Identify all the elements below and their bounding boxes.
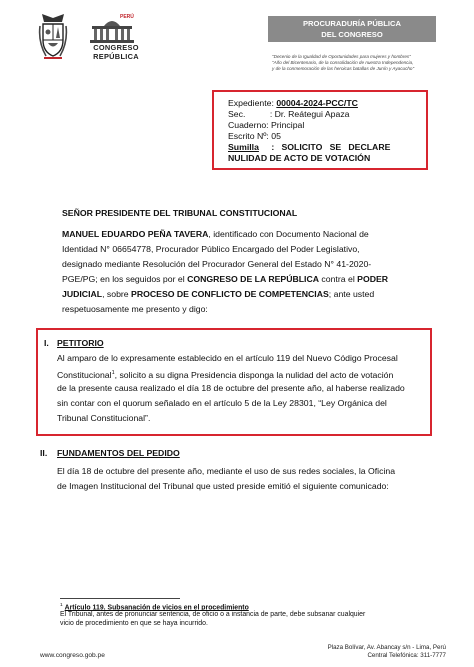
expediente-value: 00004-2024-PCC/TC (276, 98, 358, 108)
sec-value: : Dr. Reátegui Apaza (269, 109, 350, 119)
intro-4b: CONGRESO DE LA REPÚBLICA (187, 274, 320, 284)
footnote-line1: El Tribunal, antes de pronunciar sentencia, de oficio o a instancia de parte, debe subsanar cualquier (60, 611, 366, 618)
intro-4c: contra el (319, 274, 358, 284)
intro-line2: Identidad N° 06654778, Procurador Público Encargado del Poder Legislativo, (62, 244, 360, 254)
petitorio-line2 (57, 368, 393, 381)
congress-name-line2: REPÚBLICA (93, 51, 139, 61)
footnote-line2: vicio de procedimiento en que se haya incurrido. (60, 620, 208, 627)
fundamentos-line2: de Imagen Institucional del Tribunal que usted preside emitió el siguiente comunicado: (57, 481, 389, 491)
sumilla-value-2: NULIDAD DE ACTO DE VOTACIÓN (228, 153, 371, 163)
peru-tag: PERÚ (120, 14, 134, 20)
intro-line6: respetuosamente me presento y digo: (62, 304, 208, 314)
intro-5d: ; ante usted (328, 289, 375, 299)
cuaderno-line: Cuaderno: Principal (228, 120, 305, 130)
petitorio-numeral: I. (44, 338, 49, 348)
footnote-rule (60, 598, 180, 599)
petitorio-2a: Constitucional (57, 369, 112, 380)
footnote-number: 1 (60, 603, 63, 608)
lawyer-name: MANUEL EDUARDO PEÑA TAVERA (62, 229, 209, 239)
footnote-ref: 1 (111, 370, 115, 376)
intro-line3: designado mediante Resolución del Procurador General del Estado N° 41-2020- (62, 259, 372, 269)
intro-5b: , sobre (102, 289, 132, 299)
fundamentos-numeral: II. (40, 448, 48, 458)
escrito-line: Escrito Nº: 05 (228, 131, 281, 141)
petitorio-line3: de la presente causa realizado el día 18 de octubre del presente año, al haberse realizado (57, 383, 405, 393)
intro-4d: PODER (357, 274, 389, 284)
expediente-label: Expediente: (228, 98, 274, 108)
petitorio-line4: sin contar con el quorum señalado en el artículo 5 de la Ley 28301, “Ley Orgánica del (57, 398, 387, 408)
congress-name (86, 44, 146, 61)
decenio-line3: y de la conmemoración de las heroicas batallas de Junín y Ayacucho" (272, 66, 415, 71)
addressee: SEÑOR PRESIDENTE DEL TRIBUNAL CONSTITUCIONAL (62, 208, 298, 218)
decenio-line1: "Decenio de la Igualdad de Oportunidades para mujeres y hombres" (272, 54, 411, 59)
intro-line5 (62, 289, 374, 300)
footer-phone: Central Telefónica: 311-7777 (367, 652, 446, 660)
footer-website: www.congreso.gob.pe (40, 652, 105, 659)
petitorio-2b: , solicito a su digna Presidencia disponga la nulidad del acto de votación (114, 369, 394, 380)
peru-coat-of-arms-icon (38, 12, 68, 64)
fundamentos-title: FUNDAMENTOS DEL PEDIDO (57, 448, 180, 458)
procuraduria-line2: DEL CONGRESO (321, 29, 383, 39)
decenio-line2: "Año del Bicentenario, de la consolidación de nuestra Independencia, (272, 60, 414, 65)
petitorio-line1: Al amparo de lo expresamente establecido en el artículo 119 del Nuevo Código Procesal (57, 353, 398, 363)
fundamentos-line1: El día 18 de octubre del presente año, mediante el uso de sus redes sociales, la Oficina (57, 466, 396, 476)
sec-line (228, 109, 350, 120)
expediente-line (228, 98, 358, 109)
sumilla-label: Sumilla (228, 142, 259, 152)
decenio-motto (272, 54, 444, 72)
sumilla-value-1: : SOLICITO SE DECLARE (271, 142, 391, 152)
congress-name-line1: CONGRESO (93, 43, 139, 52)
petitorio-title: PETITORIO (57, 338, 104, 348)
sec-label: Sec. (228, 109, 246, 119)
footer-address: Plaza Bolívar, Av. Abancay s/n - Lima, Perú (327, 644, 446, 651)
procuraduria-banner (268, 16, 436, 42)
intro-5a: JUDICIAL (62, 289, 103, 299)
intro-line1 (62, 229, 369, 240)
intro-4a: PGE/PG; en los seguidos por el (62, 274, 188, 284)
intro-text-1: , identificado con Documento Nacional de (208, 229, 369, 239)
footer-contact (320, 644, 446, 661)
sumilla-line (228, 142, 390, 153)
petitorio-line5: Tribunal Constitucional”. (57, 413, 151, 423)
footnote-title: Artículo 119. Subsanación de vicios en el procedimiento (64, 604, 249, 612)
intro-line4 (62, 274, 388, 285)
intro-5c: PROCESO DE CONFLICTO DE COMPETENCIAS (131, 289, 329, 299)
procuraduria-line1: PROCURADURÍA PÚBLICA (302, 19, 401, 28)
